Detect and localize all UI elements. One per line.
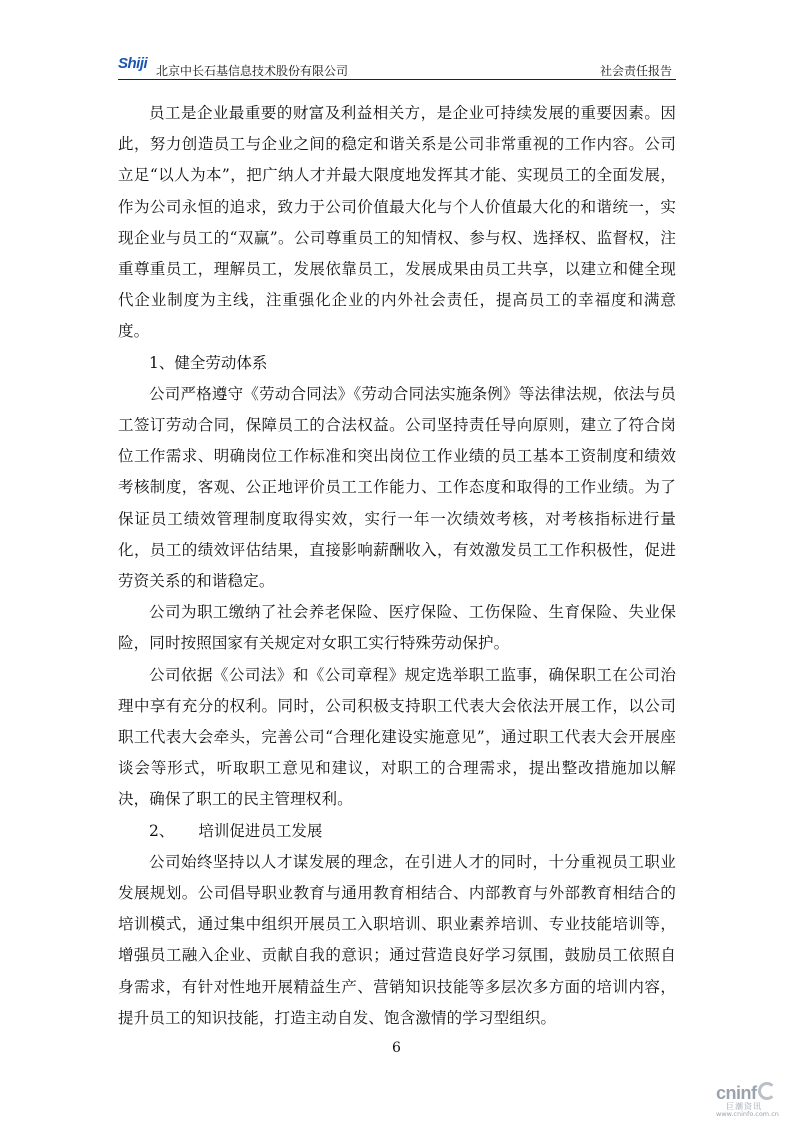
company-logo: Shiji (118, 55, 148, 72)
report-title: 社会责任报告 (599, 64, 672, 78)
section-2-heading (118, 816, 676, 847)
watermark-brand: cninf (716, 1082, 776, 1104)
section-2-number: 2、 (149, 821, 175, 840)
swirl-icon (758, 1082, 776, 1100)
watermark-url: www.cninfo.com.cn (716, 1110, 779, 1118)
watermark-cn-name: 巨潮资讯 (726, 1102, 762, 1111)
page-header (118, 52, 676, 80)
section-1-paragraph: 公司依据《公司法》和《公司章程》规定选举职工监事，确保职工在公司治理中享有充分的权利。同时，公司积极支持职工代表大会依法开展工作，以公司职工代表大会牵头，完善公司“合理化建设实施意见”，通过职工代表大会开展座谈会等形式，听取职工意见和建议，对职工的合理需求，提出整改措施加以解决，确保了职工的民主管理权利。 (118, 665, 676, 809)
page-number: 6 (392, 1040, 401, 1056)
section-2-title: 培训促进员工发展 (198, 821, 323, 840)
section-1-title: 健全劳动体系 (174, 353, 268, 372)
section-1-paragraph: 公司为职工缴纳了社会养老保险、医疗保险、工伤保险、生育保险、失业保险，同时按照国家有关规定对女职工实行特殊劳动保护。 (118, 603, 676, 653)
header-rule (118, 79, 676, 80)
cninfo-watermark (716, 1082, 782, 1116)
section-1-heading (118, 348, 676, 379)
company-name: 北京中长石基信息技术股份有限公司 (156, 64, 349, 78)
section-1-paragraph: 公司严格遵守《劳动合同法》《劳动合同法实施条例》等法律法规，依法与员工签订劳动合同，保障员工的合法权益。公司坚持责任导向原则，建立了符合岗位工作需求、明确岗位工作标准和突出岗位工作业绩的员工基本工资制度和绩效考核制度，客观、公正地评价员工工作能力、工作态度和取得的工作业绩。为了保证员工绩效管理制度取得实效，实行一年一次绩效考核，对考核指标进行量化，员工的绩效评估结果，直接影响薪酬收入，有效激发员工工作积极性，促进劳资关系的和谐稳定。 (118, 384, 676, 591)
section-1-number: 1、 (149, 353, 175, 372)
intro-paragraph: 员工是企业最重要的财富及利益相关方，是企业可持续发展的重要因素。因此，努力创造员工与企业之间的稳定和谐关系是公司非常重视的工作内容。公司立足“以人为本”，把广纳人才并最大限度地发挥其才能、实现员工的全面发展，作为公司永恒的追求，致力于公司价值最大化与个人价值最大化的和谐统一，实现企业与员工的“双赢”。公司尊重员工的知情权、参与权、选择权、监督权，注重尊重员工，理解员工，发展依靠员工，发展成果由员工共享，以建立和健全现代企业制度为主线，注重强化企业的内外社会责任，提高员工的幸福度和满意度。 (118, 104, 676, 341)
section-2-paragraph: 公司始终坚持以人才谋发展的理念，在引进人才的同时，十分重视员工职业发展规划。公司倡导职业教育与通用教育相结合、内部教育与外部教育相结合的培训模式，通过集中组织开展员工入职培训、职业素养培训、专业技能培训等，增强员工融入企业、贡献自我的意识；通过营造良好学习氛围，鼓励员工依照自身需求，有针对性地开展精益生产、营销知识技能等多层次多方面的培训内容，提升员工的知识技能，打造主动自发、饱含激情的学习型组织。 (118, 852, 676, 1027)
document-body (118, 98, 676, 1034)
